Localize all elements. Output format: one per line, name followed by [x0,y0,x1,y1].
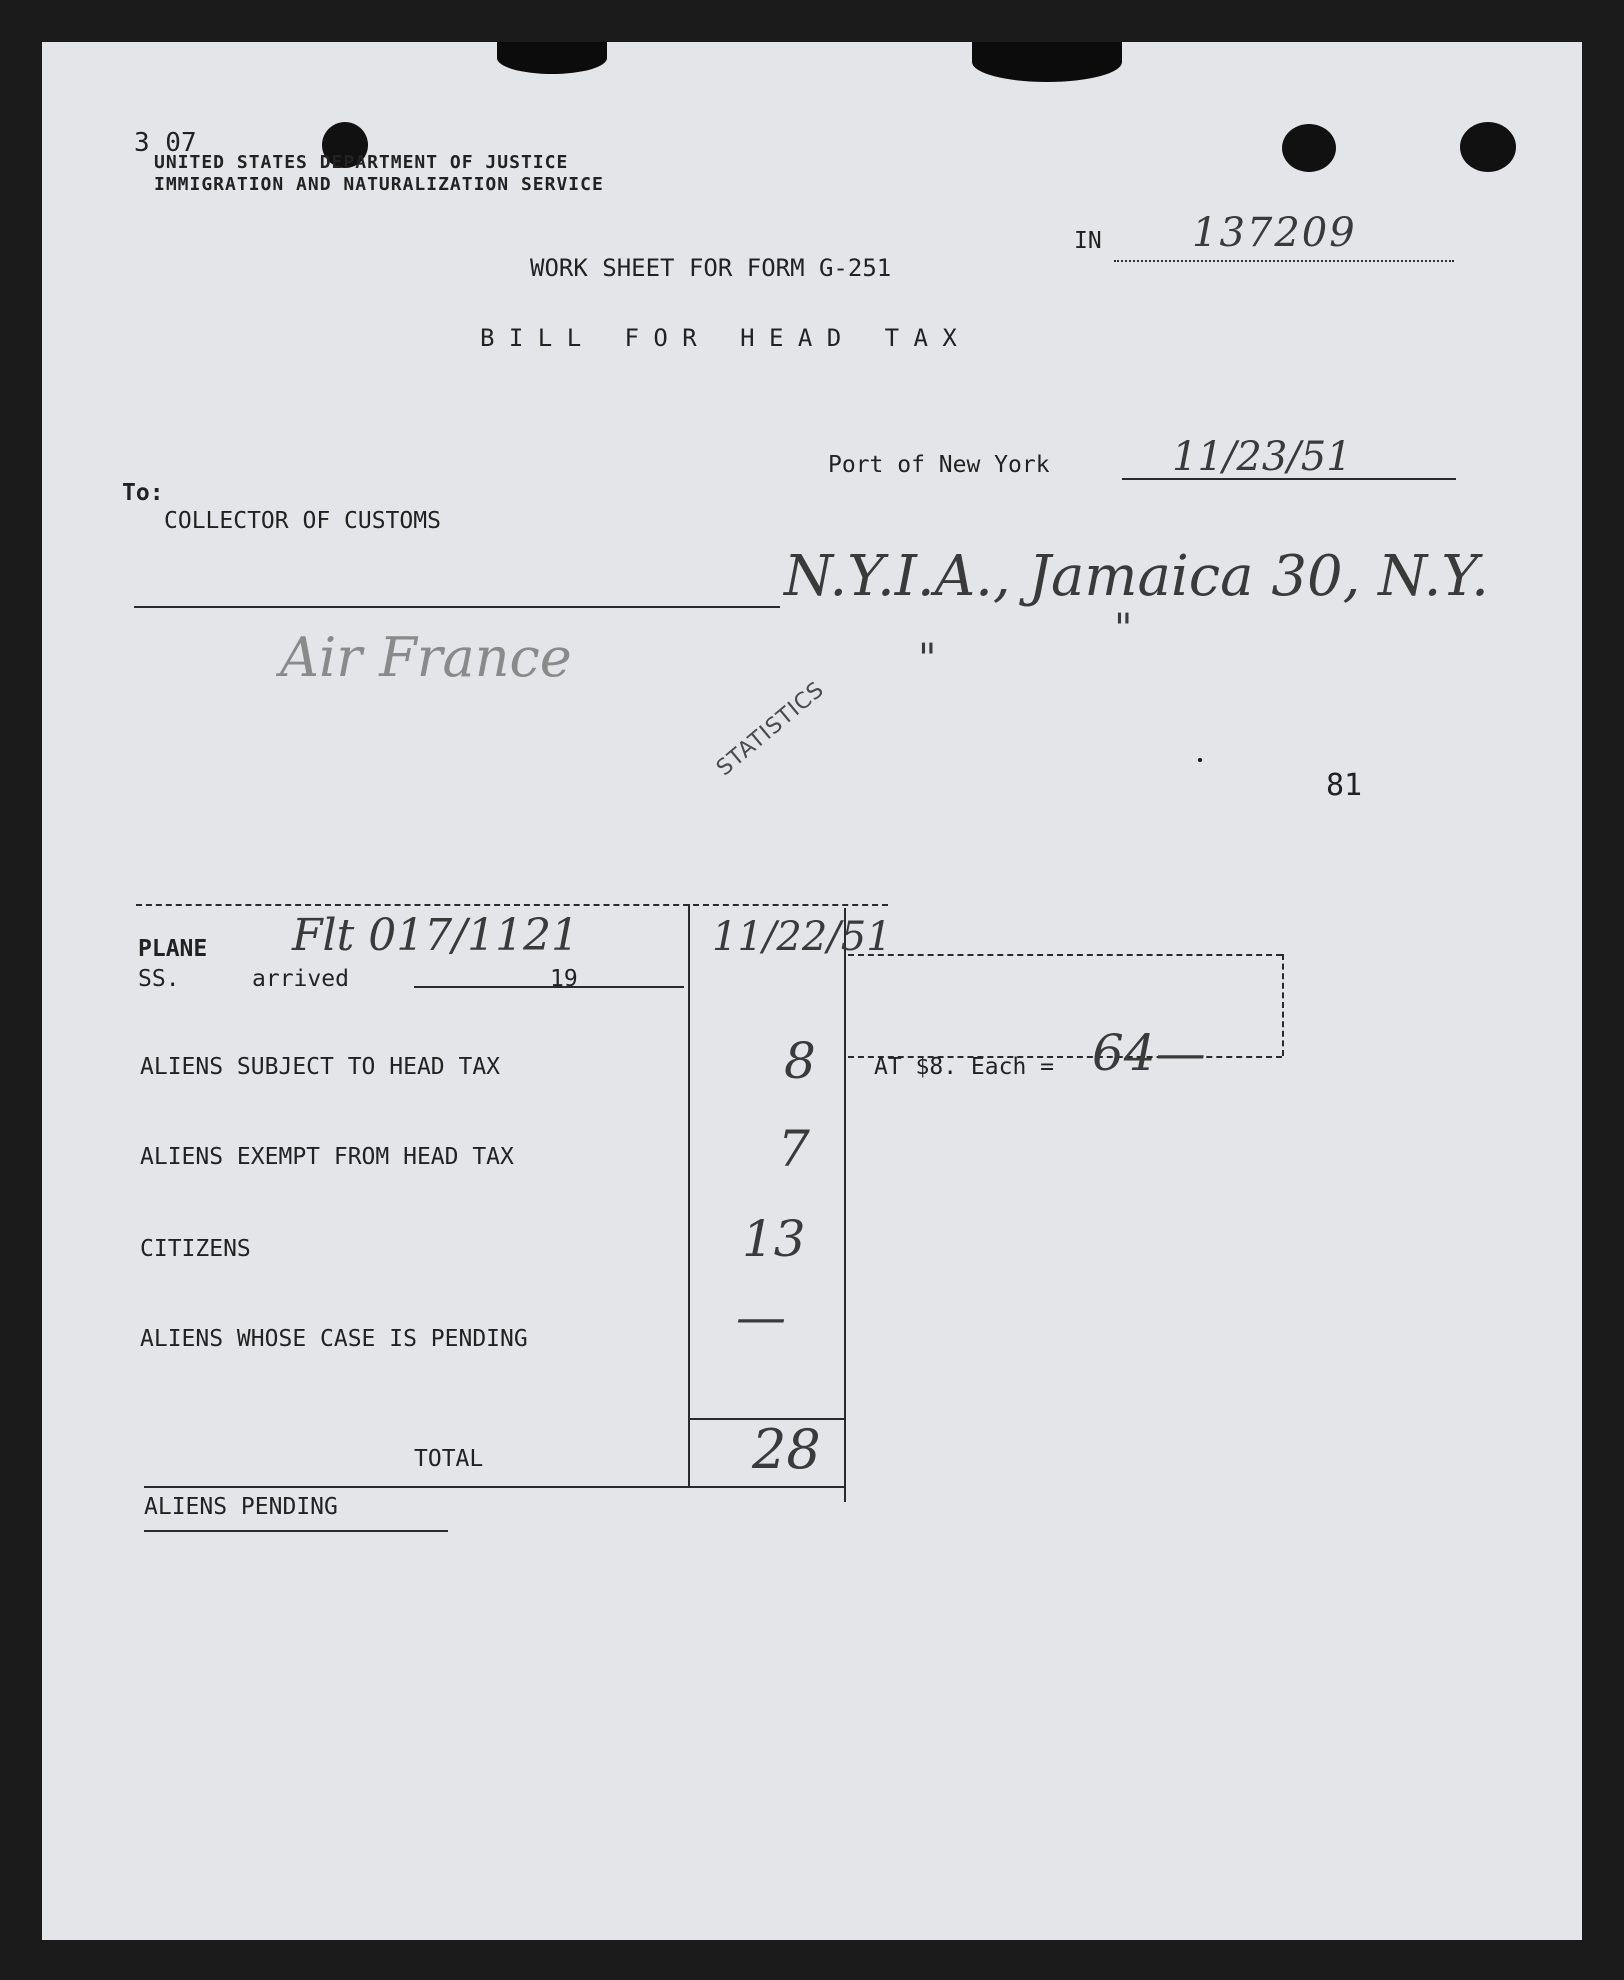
ink-blot-top-left [497,42,607,74]
row-value-pending-cases: — [736,1288,786,1346]
flight-handwritten: Flt 017/1121 [292,910,580,961]
row-value-citizens: 13 [742,1210,806,1268]
total-value: 28 [752,1418,821,1481]
punch-hole [1282,124,1336,172]
ditto-mark: " [918,636,937,682]
form-number: 3 07 [134,128,197,158]
arrival-date-handwritten: 11/22/51 [712,914,892,960]
port-date-underline [1122,478,1456,480]
location-handwritten: N.Y.I.A., Jamaica 30, N.Y. [784,544,1489,609]
rate-label: AT $8. Each = [874,1054,1055,1080]
row-value-exempt: 7 [778,1120,810,1178]
total-bottom-line [144,1486,846,1488]
row-label-subject: ALIENS SUBJECT TO HEAD TAX [140,1054,501,1080]
year-prefix: 19 [550,966,578,992]
row-label-exempt: ALIENS EXEMPT FROM HEAD TAX [140,1144,514,1170]
aliens-pending-underline [144,1530,448,1532]
bill-title: B I L L F O R H E A D T A X [480,324,957,352]
rate-amount: 64— [1092,1024,1206,1082]
row-value-subject: 8 [784,1032,816,1090]
arrived-label: arrived [252,966,349,992]
rate-box-right [1282,954,1284,1056]
ink-blot-top-right [972,42,1122,82]
in-number-underline [1114,260,1454,262]
carrier-handwritten: Air France [280,626,572,689]
worksheet-title: WORK SHEET FOR FORM G-251 [530,254,892,282]
row-label-pending-cases: ALIENS WHOSE CASE IS PENDING [140,1326,528,1352]
aliens-pending-label: ALIENS PENDING [144,1494,338,1520]
speck [1198,758,1202,762]
in-label: IN [1074,228,1102,254]
department-name: UNITED STATES DEPARTMENT OF JUSTICE [154,152,569,173]
punch-hole [1460,122,1516,172]
in-number: 137209 [1192,210,1357,256]
table-top-line [136,904,888,906]
to-label: To: [122,480,164,506]
total-label: TOTAL [414,1446,484,1472]
row-label-citizens: CITIZENS [140,1236,251,1262]
port-label: Port of New York [828,452,1050,478]
address-line [134,606,780,608]
document-page [42,42,1582,1940]
table-left-divider [688,904,690,1488]
service-name: IMMIGRATION AND NATURALIZATION SERVICE [154,174,604,195]
ditto-mark: " [1114,606,1133,652]
ss-label: SS. [138,966,180,992]
collector-label: COLLECTOR OF CUSTOMS [164,508,441,534]
page-number: 81 [1326,768,1363,803]
rate-box-top [848,954,1282,956]
statistics-stamp: STATISTICS [712,677,830,782]
arrived-underline [414,986,684,988]
port-date: 11/23/51 [1172,434,1352,480]
plane-label: PLANE [138,936,208,962]
table-right-divider [844,908,846,1502]
